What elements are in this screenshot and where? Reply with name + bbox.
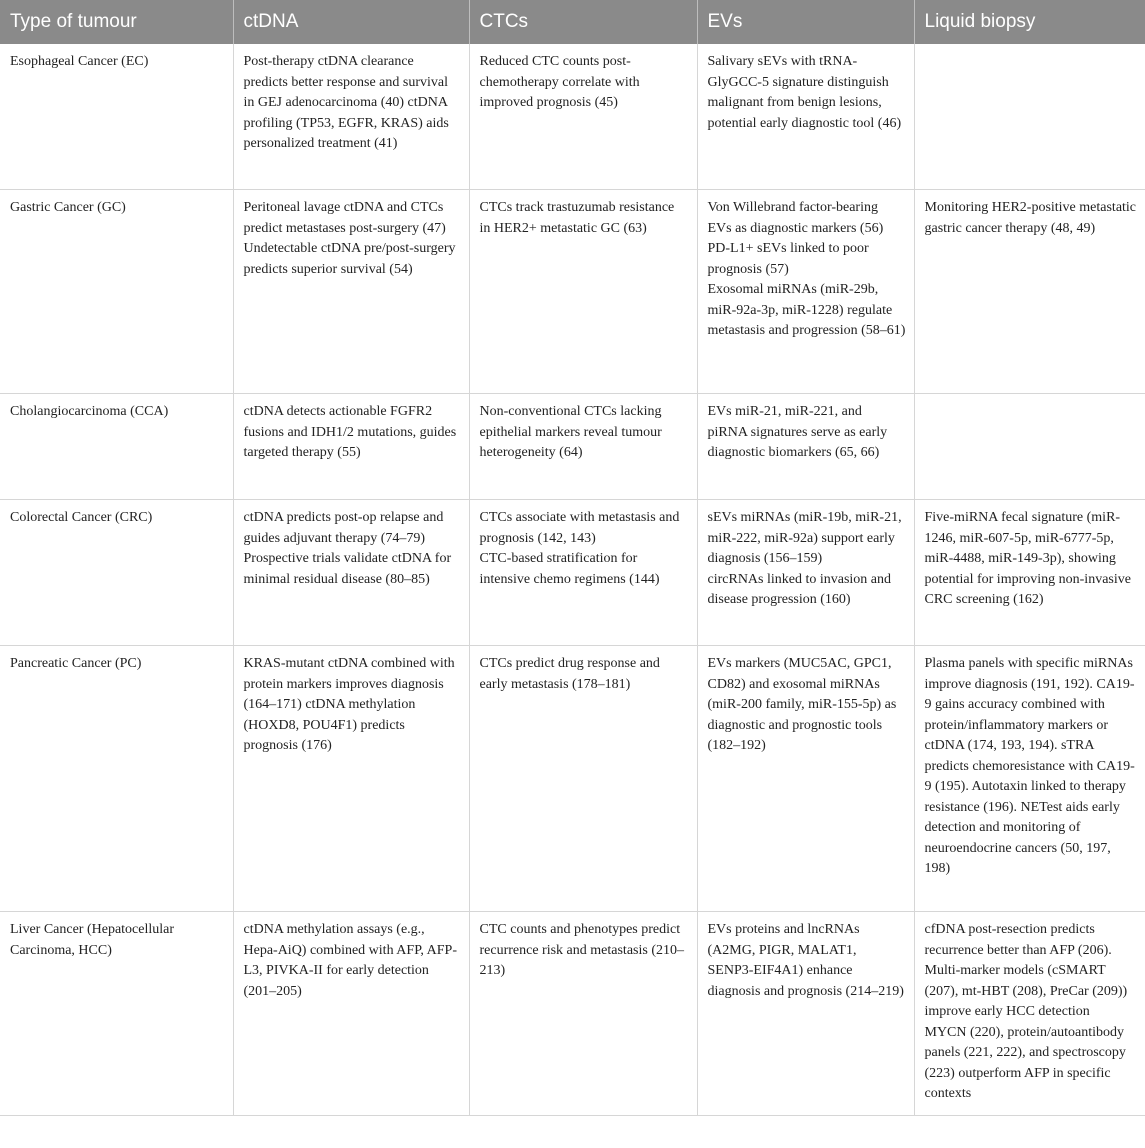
liquid-biopsy-cell: Five-miRNA fecal signature (miR-1246, miR-607-5p, miR-6777-5p, miR-4488, miR-149-3p), showing potential for improving non-invasive CRC screening (162) (914, 500, 1145, 646)
tumour-cell: Gastric Cancer (GC) (0, 190, 233, 394)
ctdna-cell: ctDNA predicts post-op relapse and guides adjuvant therapy (74–79) Prospective trials validate ctDNA for minimal residual disease (80–85) (233, 500, 469, 646)
header-ctdna: ctDNA (233, 0, 469, 44)
tumour-cell: Esophageal Cancer (EC) (0, 44, 233, 190)
ctdna-cell: Post-therapy ctDNA clearance predicts better response and survival in GEJ adenocarcinoma (40) ctDNA profiling (TP53, EGFR, KRAS) aids personalized treatment (41) (233, 44, 469, 190)
tumour-cell: Liver Cancer (Hepatocellular Carcinoma, HCC) (0, 912, 233, 1116)
ctcs-cell: CTCs predict drug response and early metastasis (178–181) (469, 646, 697, 912)
header-ctcs: CTCs (469, 0, 697, 44)
evs-cell: Von Willebrand factor-bearing EVs as diagnostic markers (56) PD-L1+ sEVs linked to poor prognosis (57) Exosomal miRNAs (miR-29b, miR-92a-3p, miR-1228) regulate metastasis and progression (58–61) (697, 190, 914, 394)
ctdna-cell: ctDNA detects actionable FGFR2 fusions and IDH1/2 mutations, guides targeted therapy (55) (233, 394, 469, 500)
table-row (0, 912, 1145, 1116)
header-row (0, 0, 1145, 44)
table-row (0, 394, 1145, 500)
liquid-biopsy-cell (914, 394, 1145, 500)
ctdna-cell: KRAS-mutant ctDNA combined with protein markers improves diagnosis (164–171) ctDNA methylation (HOXD8, POU4F1) predicts prognosis (176) (233, 646, 469, 912)
table-row (0, 44, 1145, 190)
table-row (0, 500, 1145, 646)
evs-cell: EVs proteins and lncRNAs (A2MG, PIGR, MALAT1, SENP3-EIF4A1) enhance diagnosis and prognosis (214–219) (697, 912, 914, 1116)
liquid-biopsy-cell: Monitoring HER2-positive metastatic gastric cancer therapy (48, 49) (914, 190, 1145, 394)
ctcs-cell: CTCs associate with metastasis and prognosis (142, 143) CTC-based stratification for intensive chemo regimens (144) (469, 500, 697, 646)
tumour-cell: Pancreatic Cancer (PC) (0, 646, 233, 912)
ctdna-cell: ctDNA methylation assays (e.g., Hepa-AiQ) combined with AFP, AFP-L3, PIVKA-II for early detection (201–205) (233, 912, 469, 1116)
evs-cell: EVs markers (MUC5AC, GPC1, CD82) and exosomal miRNAs (miR-200 family, miR-155-5p) as diagnostic and prognostic tools (182–192) (697, 646, 914, 912)
ctdna-cell: Peritoneal lavage ctDNA and CTCs predict metastases post-surgery (47) Undetectable ctDNA pre/post-surgery predicts superior survival (54) (233, 190, 469, 394)
liquid-biopsy-cell: Plasma panels with specific miRNAs improve diagnosis (191, 192). CA19-9 gains accuracy combined with protein/inflammatory markers or ctDNA (174, 193, 194). sTRA predicts chemoresistance with CA19-9 (195). Autotaxin linked to therapy resistance (196). NETest aids early detection and monitoring of neuroendocrine cancers (50, 197, 198) (914, 646, 1145, 912)
liquid-biopsy-cell (914, 44, 1145, 190)
header-tumour-type: Type of tumour (0, 0, 233, 44)
ctcs-cell: CTC counts and phenotypes predict recurrence risk and metastasis (210–213) (469, 912, 697, 1116)
tumour-cell: Cholangiocarcinoma (CCA) (0, 394, 233, 500)
ctcs-cell: Non-conventional CTCs lacking epithelial markers reveal tumour heterogeneity (64) (469, 394, 697, 500)
liquid-biopsy-cell: cfDNA post-resection predicts recurrence better than AFP (206). Multi-marker models (cSMART (207), mt-HBT (208), PreCar (209)) improve early HCC detection MYCN (220), protein/autoantibody panels (221, 222), and spectroscopy (223) outperform AFP in specific contexts (914, 912, 1145, 1116)
ctcs-cell: Reduced CTC counts post-chemotherapy correlate with improved prognosis (45) (469, 44, 697, 190)
header-liquid-biopsy: Liquid biopsy (914, 0, 1145, 44)
tumour-cell: Colorectal Cancer (CRC) (0, 500, 233, 646)
table-row (0, 190, 1145, 394)
evs-cell: Salivary sEVs with tRNA-GlyGCC-5 signature distinguish malignant from benign lesions, potential early diagnostic tool (46) (697, 44, 914, 190)
ctcs-cell: CTCs track trastuzumab resistance in HER2+ metastatic GC (63) (469, 190, 697, 394)
evs-cell: EVs miR-21, miR-221, and piRNA signatures serve as early diagnostic biomarkers (65, 66) (697, 394, 914, 500)
table-row (0, 646, 1145, 912)
evs-cell: sEVs miRNAs (miR-19b, miR-21, miR-222, miR-92a) support early diagnosis (156–159) circRNAs linked to invasion and disease progression (160) (697, 500, 914, 646)
header-evs: EVs (697, 0, 914, 44)
